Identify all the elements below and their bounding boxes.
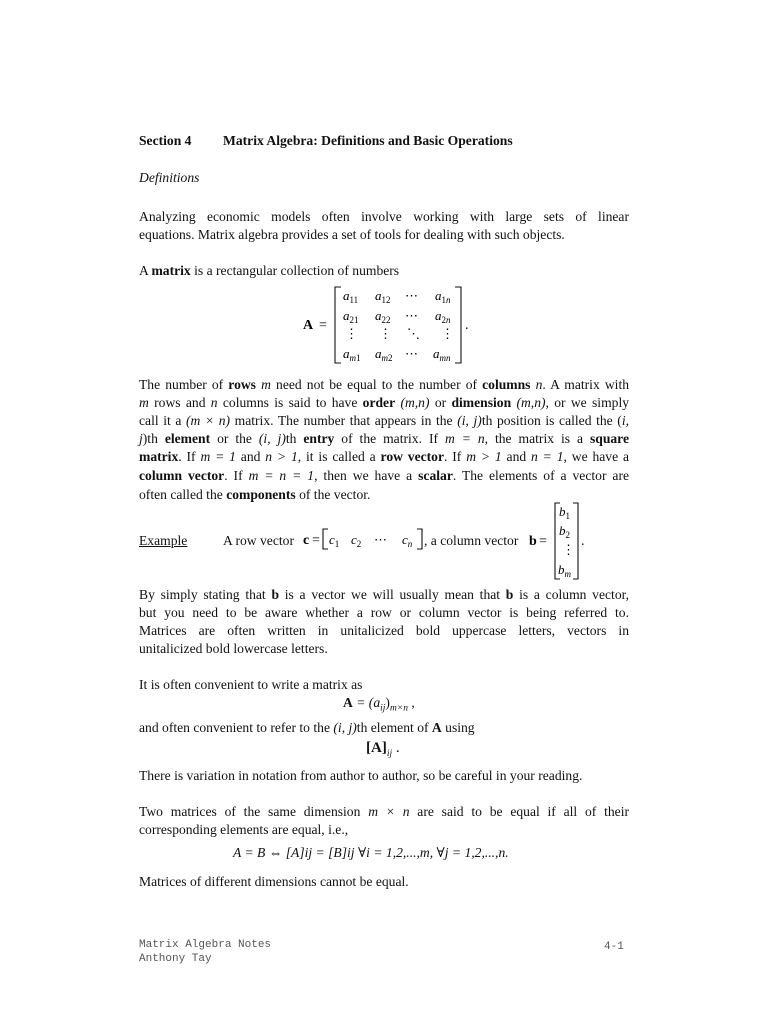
entry-a2n: $a_2n$ (435, 308, 451, 325)
section-number: Section 4 (139, 133, 192, 148)
rows-cols-line-2: m rows and n columns is said to have order (m,n) or dimension (m,n), or we simply (139, 395, 630, 410)
vector-line-3: Matrices are often written in unitalicized bold uppercase letters, vectors in (139, 623, 629, 638)
entry-ddots: ⋱ (407, 326, 420, 341)
entry-a22: $a_{22}$ (375, 308, 391, 325)
rows-cols-line-6: column vector. If m = n = 1, then we have a scalar. The elements of a vector are (139, 468, 630, 483)
col-entry-vdots: ⋮ (562, 542, 575, 557)
matrix-definition: A matrix is a rectangular collection of numbers (139, 263, 400, 278)
col-right-bracket (573, 503, 578, 579)
row-vector-lhs: c (303, 533, 310, 548)
entry-cdots-1: ⋯ (405, 288, 418, 303)
entry-amn: $a_{mn}$ (433, 346, 451, 363)
section-title: Matrix Algebra: Definitions and Basic Operations (223, 133, 513, 148)
entry-am1: $a_m1$ (343, 346, 361, 363)
entry-vdots-2: ⋮ (379, 326, 392, 341)
notation-equation-1: $A = (a_{ij})_{m\times n}$ , (343, 695, 415, 714)
entry-a1n: $a_1n$ (435, 288, 451, 305)
footer-title: Matrix Algebra Notes (139, 939, 272, 951)
col-entry-bm: $b_m$ (558, 562, 571, 579)
intro-line-2: equations. Matrix algebra provides a set of tools for dealing with such objects. (139, 227, 565, 242)
vector-line-2: but you need to be aware whether a row or column vector is being referred to. (139, 605, 629, 620)
equality-equation: A = B ⇔ [A]ij = [B]ij ∀i = 1,2,...,m, ∀j = 1,2,...,n. (233, 845, 509, 860)
rows-cols-line-7: often called the components of the vector. (139, 487, 371, 502)
vector-line-1: By simply stating that b is a vector we will usually mean that b is a column vector, (139, 587, 629, 602)
entry-a12: $a_{12}$ (375, 288, 391, 305)
col-vector-lhs: b (529, 534, 537, 549)
equality-line-3: Matrices of different dimensions cannot be equal. (139, 874, 409, 889)
entry-cdots-3: ⋯ (405, 346, 418, 361)
row-entry-cn: $c_n$ (402, 532, 413, 549)
right-bracket (455, 287, 461, 363)
subheading-definitions: Definitions (139, 170, 200, 185)
notation-line-3: There is variation in notation from author to author, so be careful in your reading. (139, 768, 583, 783)
row-vector-equals: = (312, 533, 320, 548)
example-label: Example (139, 533, 188, 548)
matrix-equation (295, 282, 485, 368)
rows-cols-line-3: call it a (m × n) matrix. The number that appears in the (i, j)th position is called the (i, (139, 413, 630, 428)
entry-a11: $a_{11}$ (343, 288, 359, 305)
row-entry-c2: $c_2$ (351, 532, 362, 549)
col-entry-b2: $b_2$ (559, 523, 570, 540)
row-entry-c1: $c_1$ (329, 532, 340, 549)
matrix-trail: . (465, 318, 469, 333)
col-vector-equals: = (539, 534, 547, 549)
matrix-lhs: A (303, 318, 314, 333)
footer-author: Anthony Tay (139, 953, 212, 965)
matrix-equals: = (319, 318, 327, 333)
row-vector-equation (300, 526, 430, 552)
column-vector-equation (526, 500, 596, 582)
rows-cols-line-5: matrix. If m = 1 and n > 1, it is called a row vector. If m > 1 and n = 1, we have a (139, 449, 630, 464)
vector-line-4: unitalicized bold lowercase letters. (139, 641, 328, 656)
row-entry-cdots: ⋯ (374, 532, 387, 547)
equality-line-2: corresponding elements are equal, i.e., (139, 822, 349, 837)
left-bracket (335, 287, 341, 363)
row-left-bracket (323, 529, 328, 549)
entry-am2: $a_m2$ (375, 346, 393, 363)
entry-vdots-3: ⋮ (441, 326, 454, 341)
notation-line-2: and often convenient to refer to the (i, j)th element of A using (139, 720, 475, 735)
entry-cdots-2: ⋯ (405, 308, 418, 323)
notation-line-1: It is often convenient to write a matrix as (139, 677, 363, 692)
entry-vdots-1: ⋮ (345, 326, 358, 341)
row-right-bracket (417, 529, 422, 549)
example-row-text: A row vector (223, 533, 294, 548)
notation-equation-2: $[A]_{ij}$ . (366, 740, 400, 759)
example-mid-text: , a column vector (424, 533, 519, 548)
rows-cols-line-4: j)th element or the (i, j)th entry of the matrix. If m = n, the matrix is a square (139, 431, 629, 446)
col-entry-b1: $b_1$ (559, 504, 570, 521)
rows-cols-line-1: The number of rows m need not be equal to the number of columns n. A matrix with (139, 377, 630, 392)
equality-line-1: Two matrices of the same dimension m × n are said to be equal if all of their (139, 804, 629, 819)
intro-line-1: Analyzing economic models often involve working with large sets of linear (139, 209, 629, 224)
entry-a21: $a_{21}$ (343, 308, 359, 325)
footer-page-number: 4-1 (604, 941, 624, 953)
col-vector-trail: . (581, 534, 585, 549)
